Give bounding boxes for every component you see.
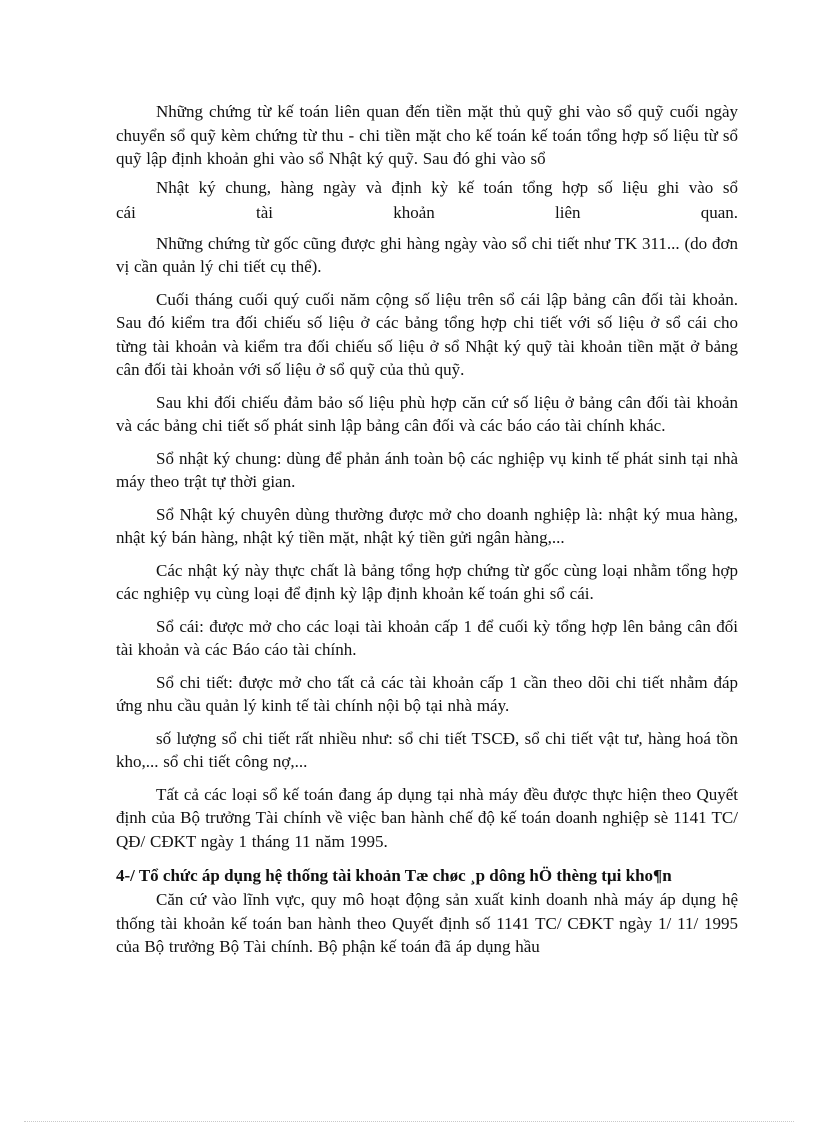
paragraph-cash-vouchers: Những chứng từ kế toán liên quan đến tiền mặt thủ quỹ ghi vào sổ quỹ cuối ngày chuyển sổ quỹ kèm chứng từ thu - chi tiền mặt cho kế toán kế toán tổng hợp số liệu từ sổ quỹ lập định khoản ghi vào sổ Nhật ký quỹ. Sau đó ghi vào sổ [116,102,738,168]
document-page [116,100,738,968]
paragraph-ledger: Sổ cái: được mở cho các loại tài khoản cấp 1 để cuối kỳ tổng hợp lên bảng cân đối tài khoản và các Báo cáo tài chính. [116,616,738,659]
paragraph-reconciliation: Sau khi đối chiếu đảm bảo số liệu phù hợp căn cứ số liệu ở bảng cân đối tài khoản và các bảng chi tiết số phát sinh lập bảng cân đối và các báo cáo tài chính khác. [116,392,738,435]
paragraph-account-system: Căn cứ vào lĩnh vực, quy mô hoạt động sản xuất kinh doanh nhà máy áp dụng hệ thống tài khoản kế toán ban hành theo Quyết định số 1141 TC/ CĐKT ngày 1/ 11/ 1995 của Bộ trưởng Bộ Tài chính. Bộ phận kế toán đã áp dụng hầu [116,890,738,956]
paragraph-ledger-accounts: cái tài khoản liên quan. [116,203,738,222]
paragraph-general-journal: Nhật ký chung, hàng ngày và định kỳ kế toán tổng hợp số liệu ghi vào sổ [156,177,738,197]
paragraph-regulation: Tất cả các loại sổ kế toán đang áp dụng tại nhà máy đều được thực hiện theo Quyết định của Bộ trưởng Tài chính về việc ban hành chế độ kế toán doanh nghiệp sè 1141 TC/ QĐ/ CĐKT ngày 1 tháng 11 năm 1995. [116,784,738,851]
paragraph-subsidiary-ledgers: Sổ chi tiết: được mở cho tất cả các tài khoản cấp 1 cần theo dõi chi tiết nhằm đáp ứng nhu cầu quản lý kinh tế tài chính nội bộ tại nhà máy. [116,672,738,715]
paragraph-source-vouchers: Những chứng từ gốc cũng được ghi hàng ngày vào sổ chi tiết như TK 311... (do đơn vị cần quản lý chi tiết cụ thể). [116,233,738,276]
paragraph-general-journal-def: Sổ nhật ký chung: dùng để phản ánh toàn bộ các nghiệp vụ kinh tế phát sinh tại nhà máy theo trật tự thời gian. [116,448,738,491]
paragraph-special-journals: Sổ Nhật ký chuyên dùng thường được mở cho doanh nghiệp là: nhật ký mua hàng, nhật ký bán hàng, nhật ký tiền mặt, nhật ký tiền gửi ngân hàng,... [116,504,738,547]
paragraph-period-end: Cuối tháng cuối quý cuối năm cộng số liệu trên sổ cái lập bảng cân đối tài khoản. Sau đó kiểm tra đối chiếu số liệu ở các bảng tổng hợp chi tiết với số liệu ở sổ cái cho từng tài khoản và kiểm tra đối chiếu số liệu ở sổ Nhật ký quỹ tài khoản tiền mặt ở bảng cân đối tài khoản với số liệu ở sổ quỹ của thủ quỹ. [116,289,738,379]
paragraph-journal-nature: Các nhật ký này thực chất là bảng tổng hợp chứng từ gốc cùng loại nhằm tổng hợp các nghiệp vụ cùng loại để định kỳ lập định khoản kế toán ghi sổ cái. [116,560,738,603]
page-bottom-divider [24,1121,794,1122]
section-heading: 4-/ Tổ chức áp dụng hệ thống tài khoản Tæ chøc ¸p dông hÖ thèng tµi kho¶n [116,866,672,885]
paragraph-ledger-count: số lượng sổ chi tiết rất nhiều như: sổ chi tiết TSCĐ, sổ chi tiết vật tư, hàng hoá tồn kho,... sổ chi tiết công nợ,... [116,728,738,771]
